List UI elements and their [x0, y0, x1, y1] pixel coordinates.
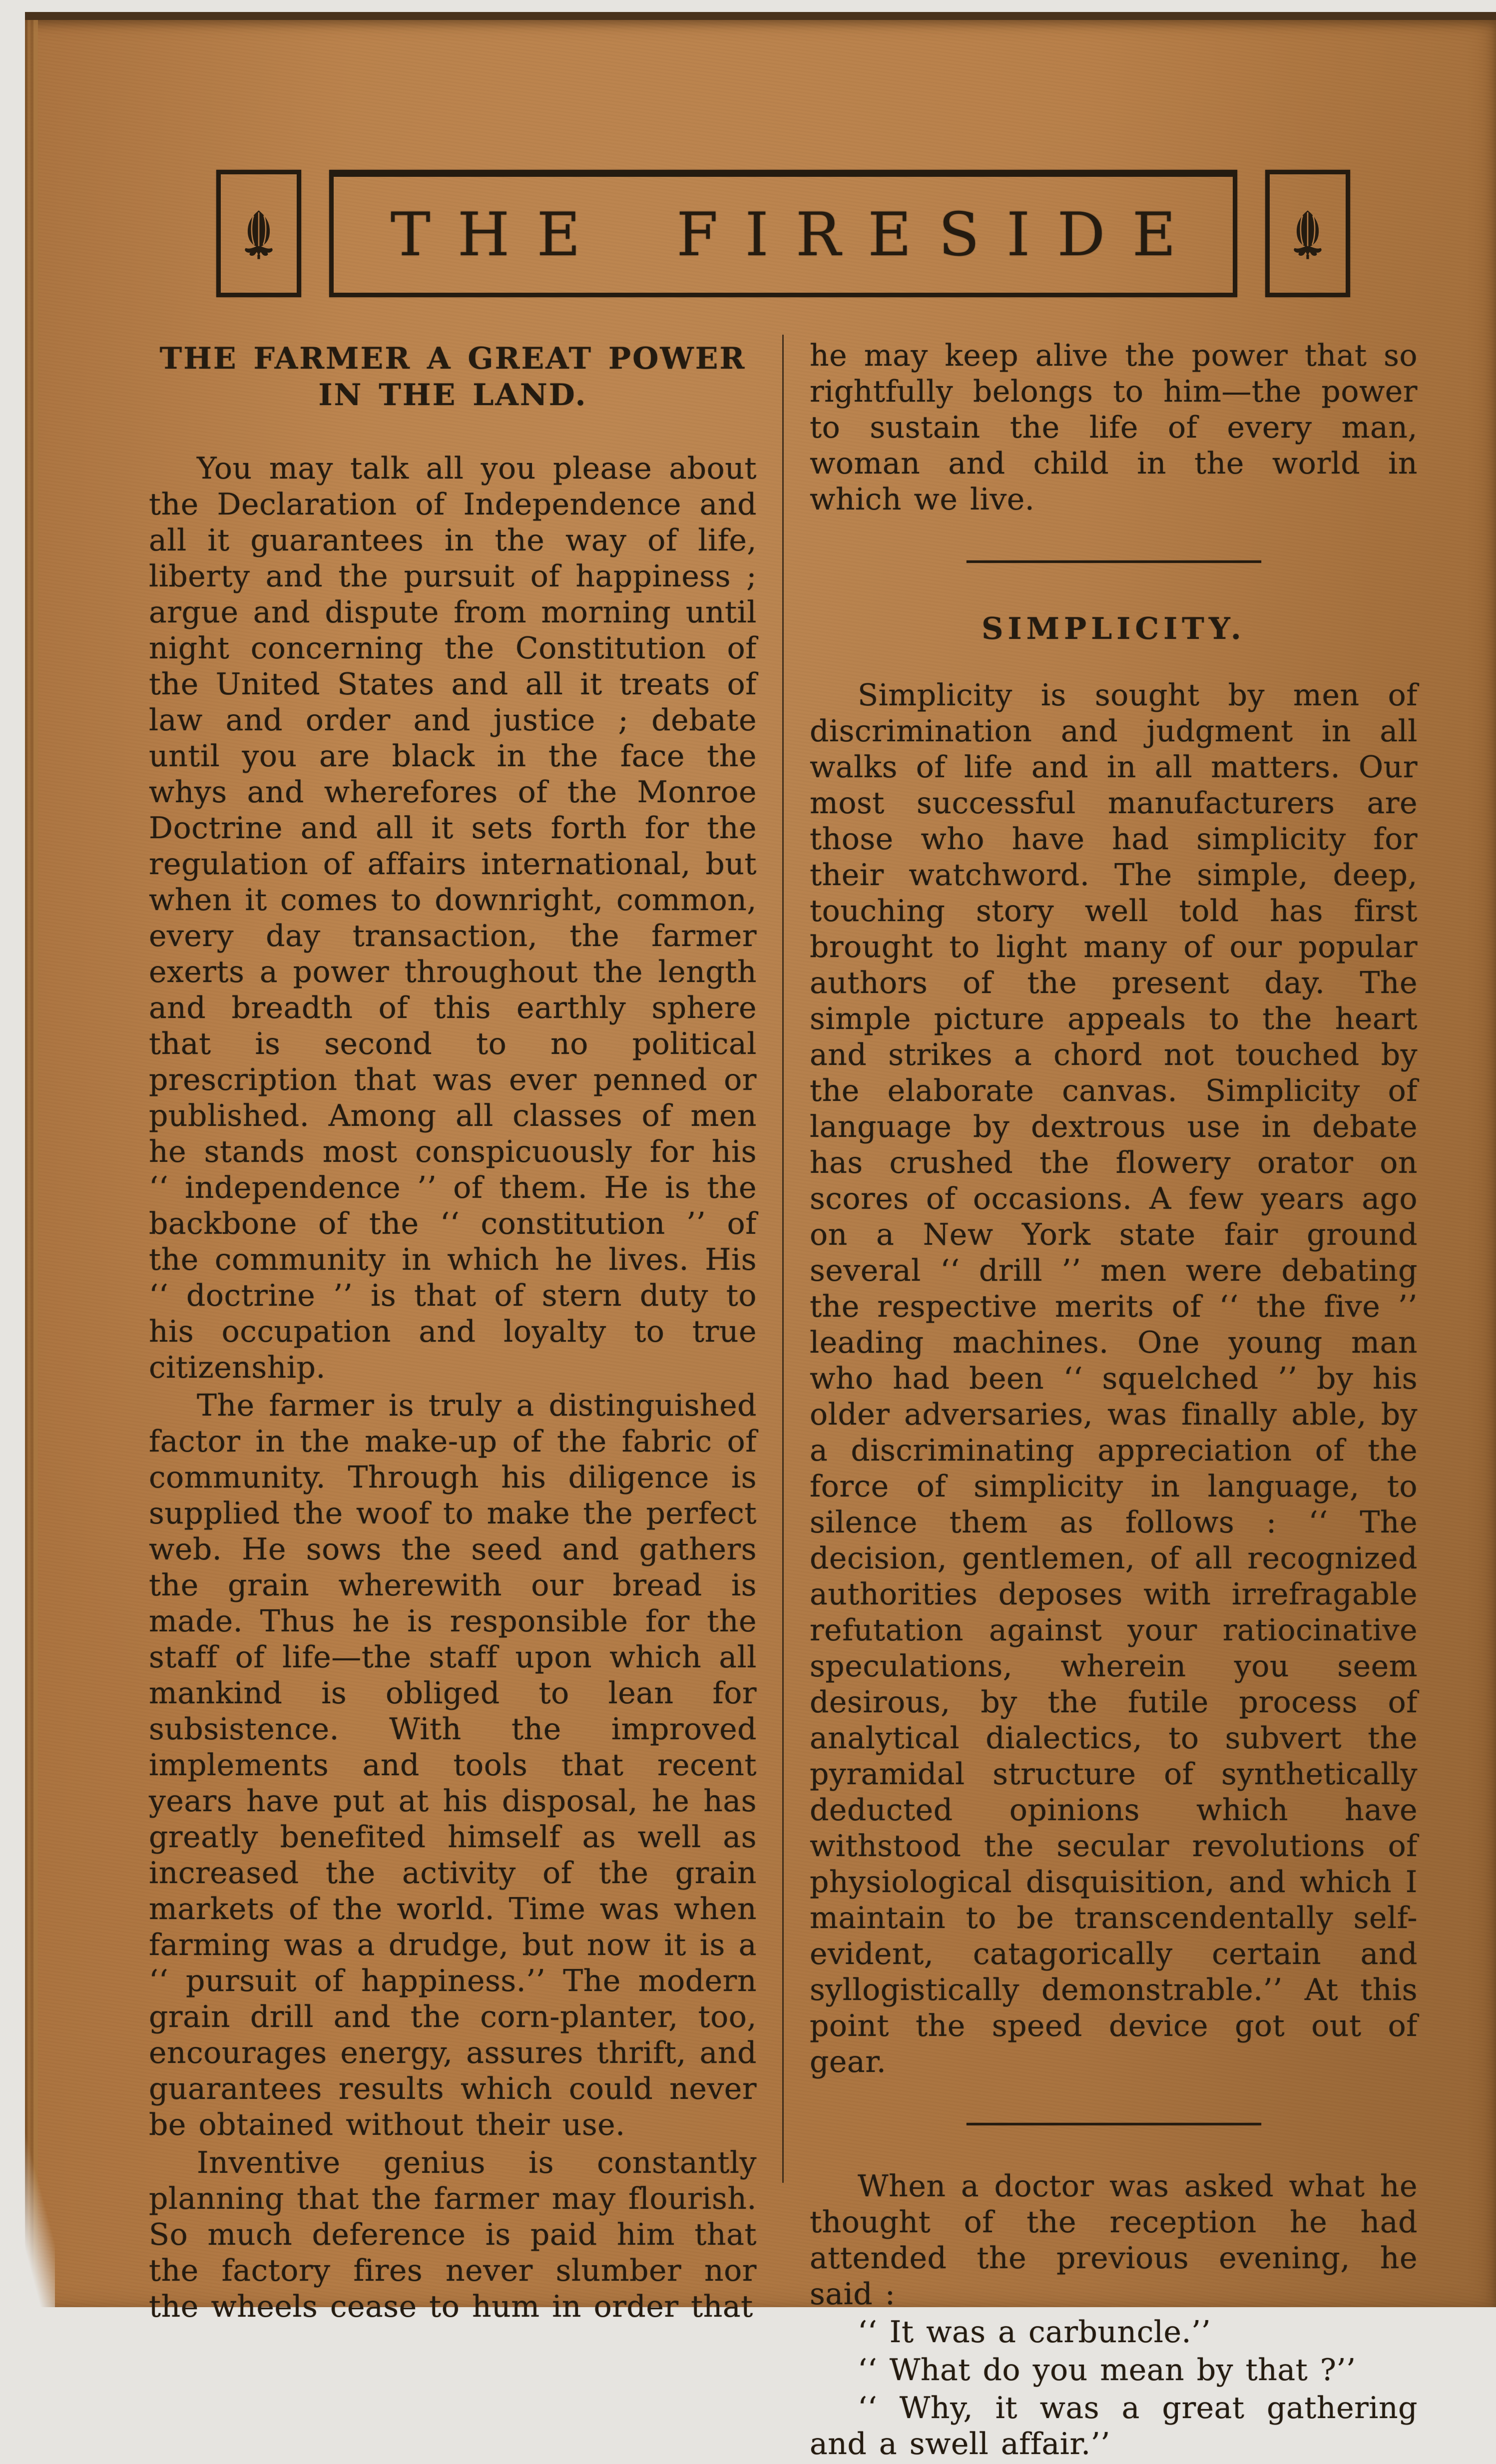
paragraph: The farmer is truly a distinguished factor in the make-up of the fabric of community. Through his diligence is supplied the woof to make the perfect web. He sows the seed and gathers the grain wherewith our bread is made. Thus he is responsible for the staff of life—the staff upon which all mankind is obliged to lean for subsistence. With the improved implements and tools that recent years have put at his disposal, he has greatly benefited himself as well as increased the activity of the grain markets of the world. Time was when farming was a drudge, but now it is a ‘‘ pursuit of happiness.’’ The modern grain drill and the corn-planter, too, encourages energy, assures thrift, and guarantees results which could never be obtained without their use.: [149, 1388, 757, 2143]
fleuron-icon: [1288, 208, 1327, 260]
article-heading-simplicity: SIMPLICITY.: [982, 611, 1246, 646]
paragraph: You may talk all you please about the Declaration of Independence and all it guarantees in the way of life, liberty and the pursuit of happiness ; argue and dispute from morning until night concerning the Constitution of the United States and all it treats of law and order and justice ; debate until you are black in the face the whys and wherefores of the Monroe Doctrine and all it sets forth for the regulation of affairs international, but when it comes to downright, common, every day transaction, the farmer exerts a power throughout the length and breadth of this earthly sphere that is second to no political prescription that was ever penned or published. Among all classes of men he stands most conspicuously for his ‘‘ independence ’’ of them. He is the backbone of the ‘‘ constitution ’’ of the community in which he lives. His ‘‘ doctrine ’’ is that of stern duty to his occupation and loyalty to true citizenship.: [149, 451, 757, 1386]
scanned-page: [25, 12, 1496, 2462]
ornament-box-right: [1265, 170, 1350, 297]
paragraph: Simplicity is sought by men of discrimination and judgment in all walks of life and in all matters. Our most successful manufacturers are those who have had simplicity for their watchword. The simple, deep, touching story well told has first brought to light many of our popular authors of the present day. The simple picture appeals to the heart and strikes a chord not touched by the elaborate canvas. Simplicity of language by dextrous use in debate has crushed the flowery orator on scores of occasions. A few years ago on a New York state fair ground several ‘‘ drill ’’ men were debating the respective merits of ‘‘ the five ’’ leading machines. One young man who had been ‘‘ squelched ’’ by his older adversaries, was finally able, by a discriminating appreciation of the force of simplicity in language, to silence them as follows : ‘‘ The decision, gentlemen, of all recognized authorities deposes with irrefragable refutation against your ratiocinative speculations, wherein you seem desirous, by the futile process of analytical dialectics, to subvert the pyramidal structure of synthetically deducted opinions which have withstood the secular revolutions of physiological disquisition, and which I maintain to be transcendentally self-evident, catagorically certain and syllogistically demonstrable.’’ At this point the speed device got out of gear.: [810, 678, 1418, 2080]
right-column: [810, 338, 1418, 2464]
continuation-paragraph: he may keep alive the power that so rightfully belongs to him—the power to sustain the life of every man, woman and child in the world in which we live.: [810, 338, 1418, 517]
anecdote-line: ‘‘ It was a carbuncle.’’: [858, 2315, 1211, 2350]
masthead: [149, 170, 1418, 297]
paragraph: Inventive genius is constantly planning that the farmer may flourish. So much deference is paid him that the factory fires never slumber nor the wheels cease to hum in order that: [149, 2145, 757, 2325]
anecdote-line: ‘‘ Why, it was a great gathering and a swell affair.’’: [810, 2391, 1418, 2462]
article-heading-farmer: [149, 341, 757, 414]
section-rule: [967, 560, 1261, 563]
masthead-title-box: [329, 170, 1237, 297]
fleuron-icon: [239, 208, 278, 260]
page-title: THE FIRESIDE: [390, 200, 1203, 270]
anecdote-intro: When a doctor was asked what he thought of the reception he had attended the previous evening, he said :: [810, 2169, 1418, 2312]
scanner-bed-corner: [25, 2097, 55, 2307]
binding-edge: [25, 20, 38, 2307]
anecdote-line: ‘‘ What do you mean by that ?’’: [858, 2353, 1356, 2388]
section-rule: [967, 2123, 1261, 2125]
heading-line-2: IN THE LAND.: [318, 378, 587, 413]
ornament-box-left: [216, 170, 301, 297]
left-column: [149, 338, 757, 2464]
article-columns: [149, 338, 1418, 2464]
heading-line-1: THE FARMER A GREAT POWER: [159, 341, 746, 376]
